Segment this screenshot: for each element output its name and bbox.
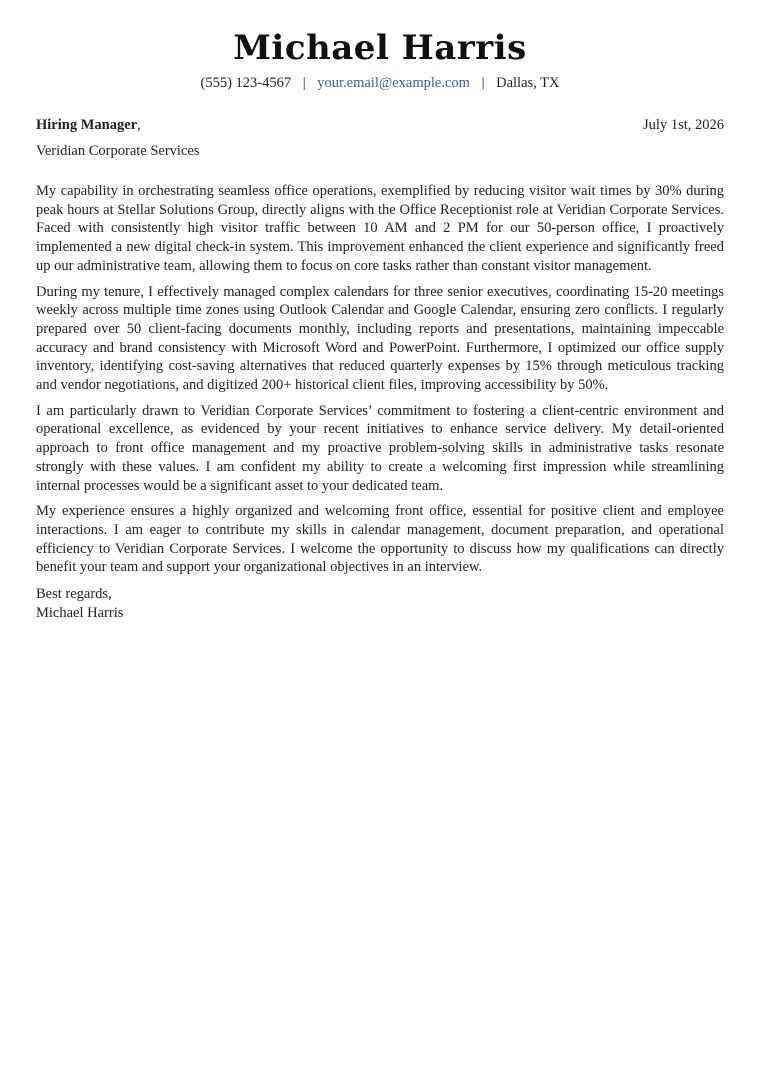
recipient-title: Hiring Manager	[36, 117, 138, 133]
contact-separator: |	[302, 75, 306, 91]
signature-name: Michael Harris	[36, 604, 124, 621]
recipient-date-row	[36, 116, 724, 134]
phone-number: (555) 123-4567	[200, 75, 292, 91]
closing-salutation: Best regards,	[36, 586, 112, 603]
letter-body	[36, 182, 724, 577]
contact-separator: |	[481, 75, 485, 91]
contact-line	[36, 74, 724, 92]
recipient-title-suffix: ,	[137, 117, 141, 133]
body-paragraph: I am particularly drawn to Veridian Corporate Services’ commitment to fostering a client-centric environment and operational excellence, as evidenced by your recent initiatives to enhance service delivery. My detail-oriented approach to front office management and my proactive problem-solving skills in administrative tasks resonate strongly with these values. I am confident my ability to create a welcoming first impression while streamlining internal processes would be a significant asset to your dedicated team.	[36, 402, 724, 494]
applicant-name: Michael Harris	[233, 28, 527, 68]
recipient-company: Veridian Corporate Services	[36, 143, 200, 159]
letter-date: July 1st, 2026	[643, 117, 724, 133]
location: Dallas, TX	[496, 75, 560, 91]
body-paragraph: My experience ensures a highly organized and welcoming front office, essential for positive client and employee interactions. I am eager to contribute my skills in calendar management, document preparation, and operational efficiency to Veridian Corporate Services. I welcome the opportunity to discuss how my qualifications can directly benefit your team and support your organizational objectives in an interview.	[36, 503, 724, 576]
body-paragraph: During my tenure, I effectively managed complex calendars for three senior executives, coordinating 15-20 meetings weekly across multiple time zones using Outlook Calendar and Google Calendar, ensuring zero conflicts. I regularly prepared over 50 client-facing documents monthly, including reports and presentations, maintaining impeccable accuracy and brand consistency with Microsoft Word and PowerPoint. Furthermore, I optimized our office supply inventory, identifying cost-saving alternatives that reduced quarterly expenses by 15% through meticulous tracking and vendor negotiations, and digitized 200+ historical client files, improving accessibility by 50%.	[36, 283, 724, 394]
letter-closing	[36, 585, 724, 622]
body-paragraph: My capability in orchestrating seamless office operations, exemplified by reducing visitor wait times by 30% during peak hours at Stellar Solutions Group, directly aligns with the Office Receptionist role at Veridian Corporate Services. Faced with consistently high visitor traffic between 10 AM and 2 PM for our 50-person office, I proactively implemented a new digital check-in system. This improvement enhanced the client experience and significantly freed up our administrative team, allowing them to focus on core tasks rather than constant visitor management.	[36, 183, 724, 274]
email-link[interactable]: your.email@example.com	[317, 75, 470, 91]
recipient-salutation	[36, 116, 141, 134]
